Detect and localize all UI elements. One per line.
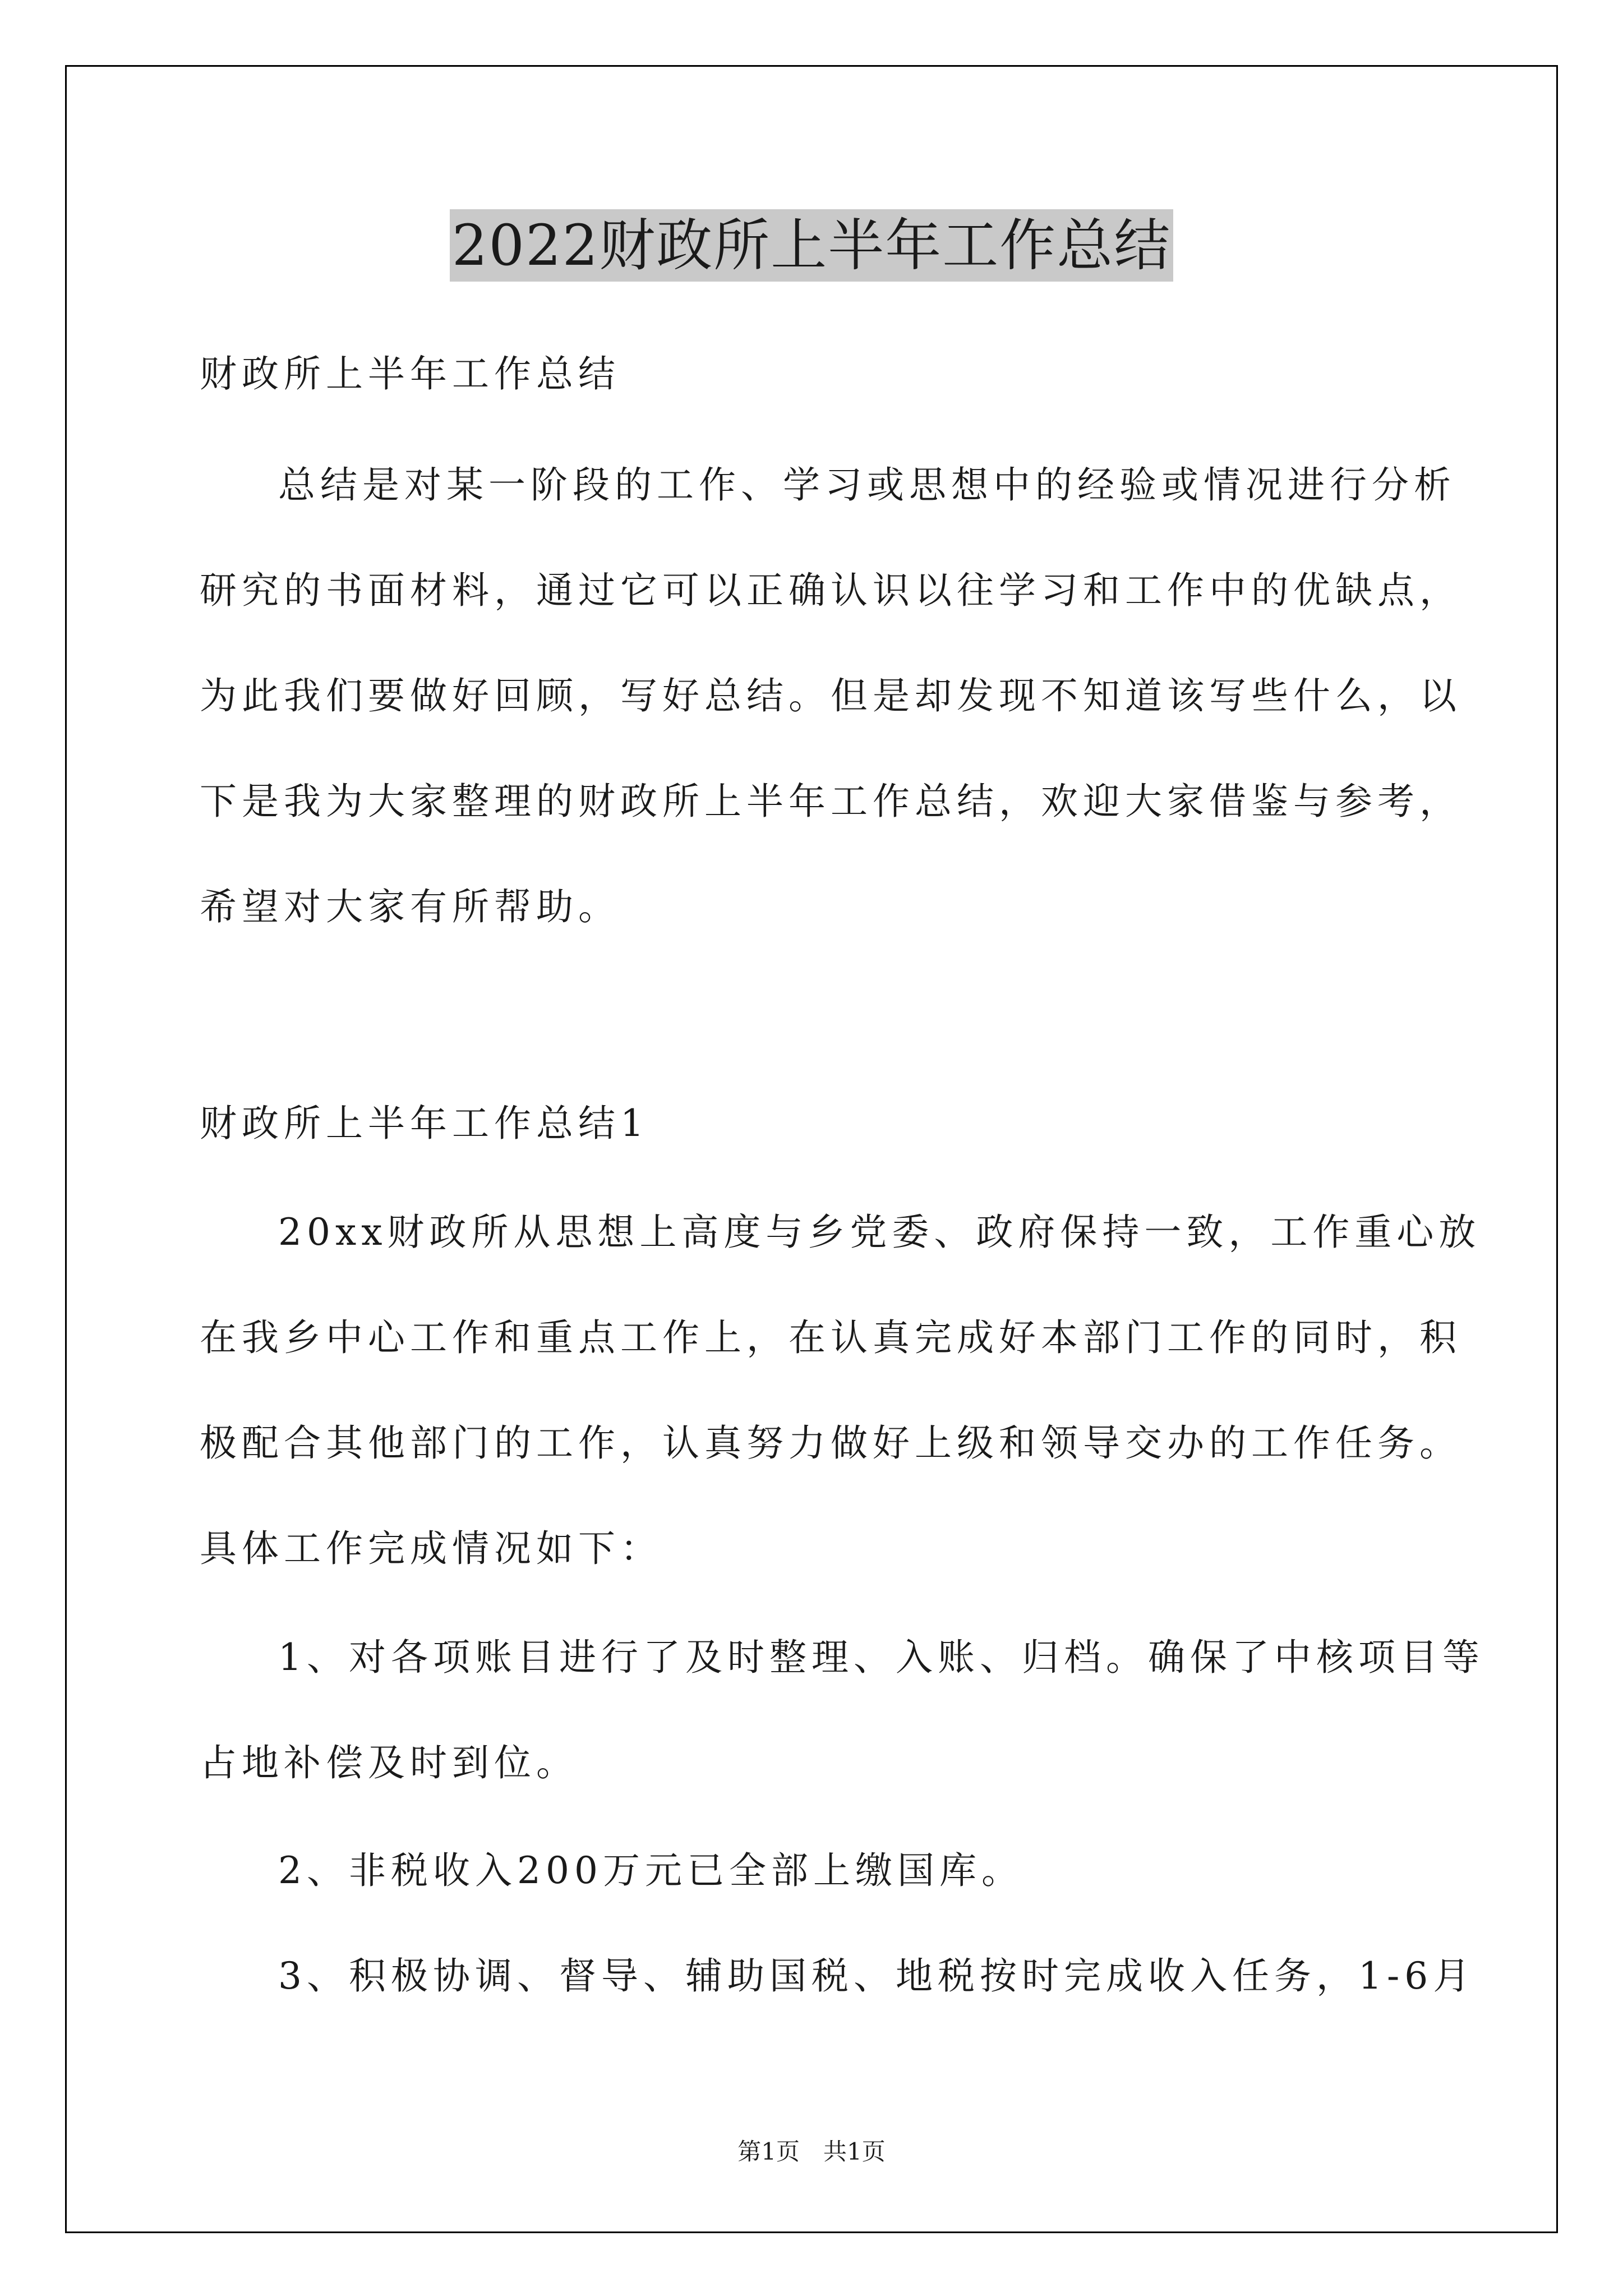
list-item-3: 3、积极协调、督导、辅助国税、地税按时完成收入任务，1-6月 <box>278 1954 1476 1998</box>
section-line: 具体工作完成情况如下： <box>200 1527 662 1570</box>
section-heading: 财政所上半年工作总结1 <box>200 1102 649 1145</box>
section-line: 20xx财政所从思想上高度与乡党委、政府保持一致，工作重心放 <box>278 1211 1481 1254</box>
intro-line: 为此我们要做好回顾，写好总结。但是却发现不知道该写些什么，以 <box>200 674 1461 717</box>
intro-line: 希望对大家有所帮助。 <box>200 885 620 928</box>
document-subtitle: 财政所上半年工作总结 <box>200 352 620 395</box>
list-item-1-line: 1、对各项账目进行了及时整理、入账、归档。确保了中核项目等 <box>278 1636 1484 1679</box>
intro-line: 总结是对某一阶段的工作、学习或思想中的经验或情况进行分析 <box>278 463 1456 507</box>
page-number-footer: 第1页 共1页 <box>737 2138 886 2165</box>
intro-line: 研究的书面材料，通过它可以正确认识以往学习和工作中的优缺点， <box>200 569 1461 612</box>
document-title <box>0 206 1623 285</box>
section-line: 极配合其他部门的工作，认真努力做好上级和领导交办的工作任务。 <box>200 1421 1461 1465</box>
list-item-1-line: 占地补偿及时到位。 <box>200 1741 578 1784</box>
list-item-2: 2、非税收入200万元已全部上缴国库。 <box>278 1849 1023 1892</box>
intro-line: 下是我为大家整理的财政所上半年工作总结，欢迎大家借鉴与参考， <box>200 780 1461 823</box>
document-title-text: 2022财政所上半年工作总结 <box>450 209 1174 282</box>
section-line: 在我乡中心工作和重点工作上，在认真完成好本部门工作的同时，积 <box>200 1316 1461 1359</box>
